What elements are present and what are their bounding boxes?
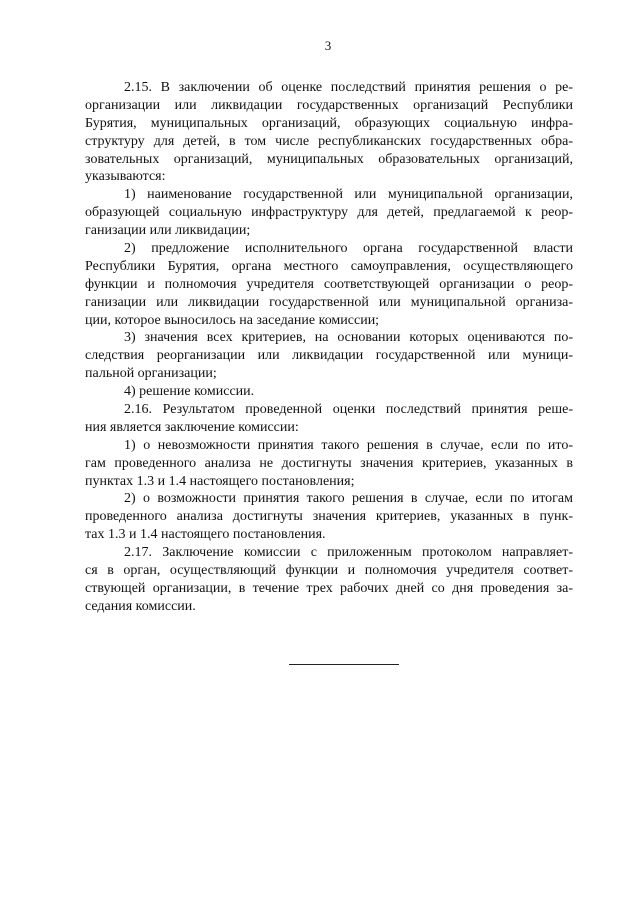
text-line: 3) значения всех критериев, на основании которых оцениваются по- bbox=[124, 330, 573, 346]
text-line: гам проведенного анализа не достигнуты значения критериев, указанных в bbox=[85, 455, 573, 471]
text-line: 2.16. Результатом проведенной оценки последствий принятия реше- bbox=[124, 402, 573, 418]
end-separator-line bbox=[289, 664, 399, 665]
text-line: седания комиссии. bbox=[85, 598, 196, 614]
text-line: функции и полномочия учредителя соответствующей организации о реор- bbox=[85, 276, 573, 292]
text-line: 2) предложение исполнительного органа государственной власти bbox=[124, 241, 573, 257]
text-line: зовательных организаций, муниципальных образовательных организаций, bbox=[85, 151, 573, 167]
text-line: структуру для детей, в том числе республиканских государственных обра- bbox=[85, 133, 573, 149]
text-line: 2.17. Заключение комиссии с приложенным протоколом направляет- bbox=[124, 545, 573, 561]
text-line: 4) решение комиссии. bbox=[124, 384, 255, 400]
text-line: пальной организации; bbox=[85, 366, 217, 382]
text-line: тах 1.3 и 1.4 настоящего постановления. bbox=[85, 527, 326, 543]
body-text bbox=[85, 79, 573, 616]
text-line: Бурятия, муниципальных организаций, образующих социальную инфра- bbox=[85, 115, 573, 131]
text-line: 1) наименование государственной или муниципальной организации, bbox=[124, 187, 573, 203]
text-line: Республики Бурятия, органа местного самоуправления, осуществляющего bbox=[85, 258, 573, 274]
text-line: ся в орган, осуществляющий функции и полномочия учредителя соответ- bbox=[85, 563, 573, 579]
text-line: ции, которое выносилось на заседание комиссии; bbox=[85, 312, 380, 328]
text-line: 1) о невозможности принятия такого решения в случае, если по ито- bbox=[124, 437, 573, 453]
text-line: проведенного анализа достигнуты значения критериев, указанных в пунк- bbox=[85, 509, 573, 525]
text-line: организации или ликвидации государственных организаций Республики bbox=[85, 97, 573, 113]
text-line: пунктах 1.3 и 1.4 настоящего постановления; bbox=[85, 473, 355, 489]
text-line: ния является заключение комиссии: bbox=[85, 419, 299, 435]
text-line: 2) о возможности принятия такого решения в случае, если по итогам bbox=[124, 491, 573, 507]
text-line: 2.15. В заключении об оценке последствий принятия решения о ре- bbox=[124, 80, 573, 95]
text-line: ствующей организации, в течение трех рабочих дней со дня проведения за- bbox=[85, 580, 573, 596]
page-number: 3 bbox=[324, 38, 332, 53]
text-line: указываются: bbox=[85, 169, 166, 185]
text-line: ганизации или ликвидации государственной или муниципальной организа- bbox=[85, 294, 573, 310]
text-line: образующей социальную инфраструктуру для детей, предлагаемой к реор- bbox=[85, 205, 573, 221]
text-line: следствия реорганизации или ликвидации государственной или муници- bbox=[85, 348, 573, 364]
text-line: ганизации или ликвидации; bbox=[85, 223, 251, 239]
